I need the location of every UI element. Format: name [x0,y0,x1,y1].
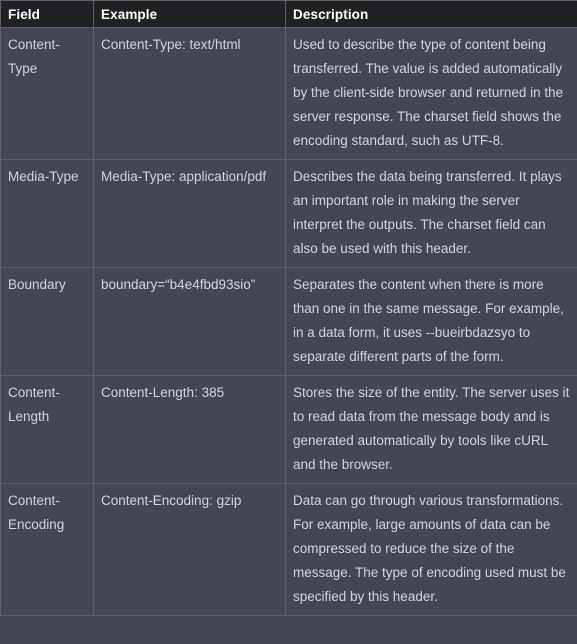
cell-field: Content-Length [1,376,94,484]
cell-description: Data can go through various transformations. For example, large amounts of data can be compressed to reduce the size of the message. The type of encoding used must be specified by this header. [286,484,577,616]
table-body [1,28,577,616]
cell-description: Used to describe the type of content being transferred. The value is added automatically by the client-side browser and returned in the server response. The charset field shows the encoding standard, such as UTF-8. [286,28,577,160]
table-row [1,268,577,376]
table-header [1,1,577,28]
cell-example: Content-Type: text/html [94,28,286,160]
header-description: Description [286,1,577,28]
header-example: Example [94,1,286,28]
cell-example: boundary=“b4e4fbd93sio” [94,268,286,376]
table-row [1,484,577,616]
header-field: Field [1,1,94,28]
table-row [1,28,577,160]
cell-field: Boundary [1,268,94,376]
cell-field: Content-Encoding [1,484,94,616]
cell-description: Separates the content when there is more than one in the same message. For example, in a data form, it uses --bueirbdazsyo to separate different parts of the form. [286,268,577,376]
cell-description: Describes the data being transferred. It plays an important role in making the server interpret the outputs. The charset field can also be used with this header. [286,160,577,268]
table-row [1,160,577,268]
cell-example: Content-Encoding: gzip [94,484,286,616]
cell-example: Media-Type: application/pdf [94,160,286,268]
cell-description: Stores the size of the entity. The server uses it to read data from the message body and is generated automatically by tools like cURL and the browser. [286,376,577,484]
cell-field: Media-Type [1,160,94,268]
cell-example: Content-Length: 385 [94,376,286,484]
header-row [1,1,577,28]
cell-field: Content-Type [1,28,94,160]
table-row [1,376,577,484]
